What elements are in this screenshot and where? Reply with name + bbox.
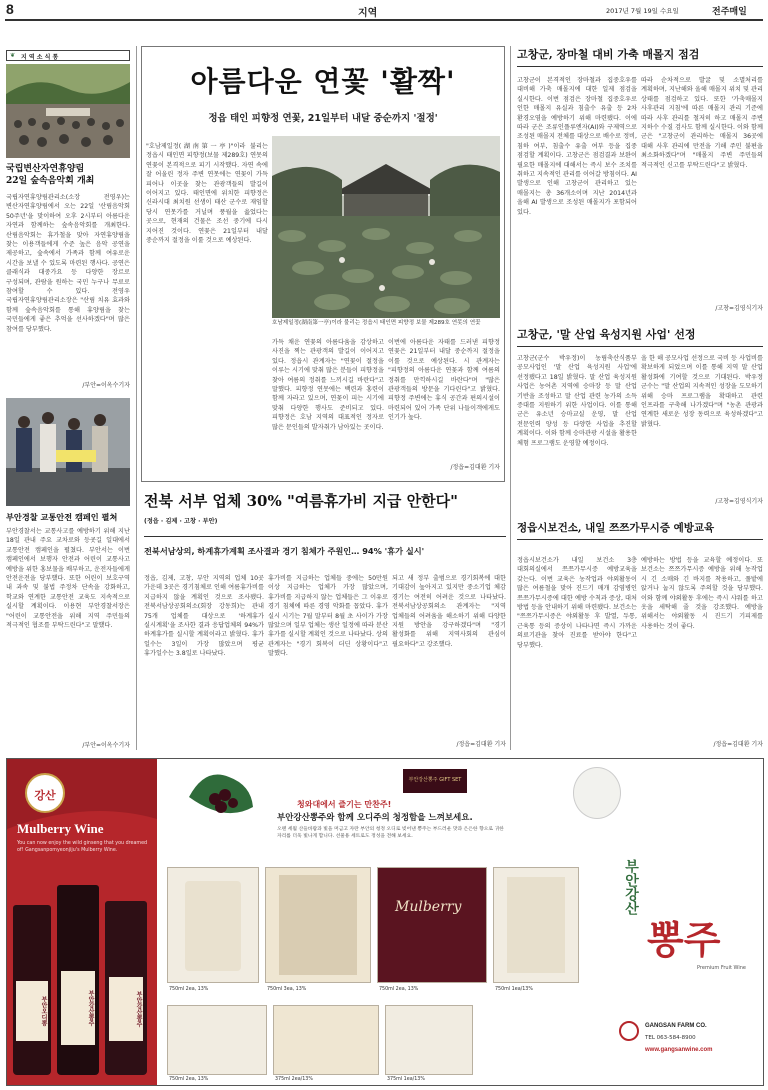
paper-name: 전주매일: [712, 7, 747, 17]
giftset-box-7: [385, 1005, 473, 1075]
vacation-col2: 휴가비를 지급하는 업체들 중에는 50만원 이상 지급하는 업체가 가장 많았으며, 휴가비를 지급하지 않는 업체들은 그 이유로 경기 침체에 따른 경영 악화를 꼽았다. 휴가 실시 시기는 7월 말부터 8월 초 사이가 가장 많았으며 일부 업체는 생산 일정에 따라 분산 휴가를 실시할 계획인 것으로 나타났다. 상의 관계자는 "경기 회복이 더딘 상황이다"고 말했다.: [268, 575, 388, 658]
right-story3-col2: 예방하는 방법 등을 교육할 예정이다. 또 보건소는 쯔쯔가무시증 예방을 위해 농작업 시 긴 소매와 긴 바지를 착용하고, 풀밭에 앉거나 눕지 않도록 주의할 것을 당부했다. 이와 함께 야외활동 후에는 즉시 샤워를 하고 옷을 세탁해 줄 것을 강조했다. 예방을 위해서는 야외활동 시 진드기 기피제를 사용하는 것이 좋다.: [641, 557, 763, 630]
right-story2-title: 고창군, '말 산업 육성지원 사업' 선정: [517, 328, 696, 341]
giftset-box-1-bottles: [185, 881, 241, 971]
giftset-spec-7: 375ml 1ea/13%: [387, 1077, 425, 1082]
bottle-label-2: 부안강산뽕주: [61, 971, 95, 1045]
vacation-rule: [144, 536, 506, 537]
giftset-spec-2: 750ml 3ea, 13%: [267, 987, 307, 992]
company-url[interactable]: www.gangsanwine.com: [645, 1047, 713, 1053]
issue-date: 2017년 7월 19일 수요일: [606, 7, 679, 15]
right-story3-rule: [517, 539, 763, 540]
giftset-spec-3: 750ml 2ea, 13%: [379, 987, 419, 992]
ad-brand-en: Mulberry Wine: [17, 821, 104, 836]
crowd-image: [6, 64, 130, 158]
page-number: 8: [6, 1, 14, 17]
vacation-byline: /정읍=김대환 기자: [456, 741, 506, 748]
giftset-spec-1: 750ml 2ea, 13%: [169, 987, 209, 992]
story1-title-line1: 국립변산자연휴양림: [6, 164, 85, 174]
vacation-col1: 정읍, 김제, 고창, 부안 지역의 업체 10곳 가운데 3곳은 경기침체로 인해 여름휴가비를 지급하지 않을 계획인 것으로 조사됐다. 전북서남상공회의소(회장 강동희)는 관내 75개 업체를 대상으로 '하계휴가 실시계획'을 조사한 결과 응답업체의 94%가 하계휴가를 실시할 계획이라고 밝혔다. 휴가 일수는 3일이 가장 많았으며 평균 휴가일수는 3.8일로 나타났다.: [144, 575, 264, 658]
bottle-label-1: 부안오디뽕: [16, 981, 48, 1041]
right-story2-rule: [517, 346, 763, 347]
lotus-pond-image: [272, 136, 500, 318]
company-name: GANGSAN FARM CO.: [645, 1023, 707, 1029]
lotus-col1: "호남제일정(湖南第一亭)"이라 불리는 정읍시 태인면 피향정(보물 제289호) 연못의 연꽃이 본격적으로 피기 시작했다. 자연 속에 잘 어울린 정자 주변 연못에는 연꽃이 가득 피어나 이곳을 찾는 관광객들의 발길이 이어지고 있다. 태인면에 위치한 피향정은 신라시대 최치원 선생이 태산 군수로 재임할 당시 연못가를 거닐며 풍월을 읊었다는 곳으로, 현재의 건물은 조선 중기에 다시 지어진 것이다. 연꽃은 21일부터 내달 중순까지 절정을 이룰 것으로 예상된다.: [146, 143, 268, 245]
product-name: 뽕주: [647, 917, 721, 962]
campaign-image: [6, 398, 130, 506]
story1-byline: /부안=이옥수기자: [82, 382, 130, 389]
giftset-spec-6: 375ml 2ea/13%: [275, 1077, 313, 1082]
product-name-prefix: 부안강산: [623, 859, 639, 915]
mulberry-script-label: Mulberry: [395, 899, 462, 915]
giftset-spec-5: 750ml 2ea, 13%: [169, 1077, 209, 1082]
company-phone: TEL 063-584-8900: [645, 1035, 696, 1041]
ad-tagline-1: 청와대에서 즐기는 만찬주!: [297, 800, 392, 809]
story2-body: 부안경찰서는 교통사고를 예방하기 위해 지난 18일 관내 주요 교차로와 등굣길 일대에서 교통안전 캠페인을 펼쳤다. 부안서는 이번 캠페인에서 보행자 안전과 어린이 교통사고 예방을 위한 홍보물을 배부하고, 운전자들에게 안전운전을 당부했다. 또한 어린이 보호구역 내 과속 및 불법 주정차 단속을 강화하고, 학교와 연계한 교통안전 교육도 지속적으로 실시할 계획이다. 이용현 부안경찰서장은 "어린이 교통안전을 위해 지역 주민들의 적극적인 협조를 부탁드린다"고 말했다.: [6, 528, 130, 630]
fruit-wine-label: Premium Fruit Wine: [697, 965, 746, 971]
ad-brand-sub: You can now enjoy the wild ginseng that you dreamed of! Gangsanpomyeonjiju's Mulberry Wine.: [17, 841, 148, 853]
ad-fruit-image: [185, 767, 257, 823]
right-story3-title: 정읍시보건소, 내일 쯔쯔가무시증 예방교육: [517, 522, 715, 534]
story1-body: 국립자연휴양림관리소(소장 전영우)는 변산자연휴양림에서 오는 22일 '산림음악회 50주년'을 맞이하여 오후 2시부터 아름다운 자연과 함께하는 숲속음악회를 개최한다. 산림음악회는 휴가철을 맞아 자연휴양림을 찾는 이용객들에게 수준 높은 음악 공연을 제공하고, 숲속에서 가족과 함께 여유로운 시간을 보낼 수 있도록 마련된 행사다. 공연은 클래식과 대중가요 등 다양한 장르로 구성되며, 관람을 원하는 국민 누구나 무료로 참여할 수 있다. 전영우 국립자연휴양림관리소장은 "산림 치유 효과와 함께 숲속음악회를 통해 휴양림을 찾는 국민들에게 좋은 추억을 선사하겠다"며 많은 참여를 당부했다.: [6, 194, 130, 333]
leaf-icon: ❦: [10, 52, 16, 59]
giftset-box-6: [273, 1005, 379, 1075]
section-tag-label: 지 역 소 식 통: [21, 54, 59, 61]
right-story2-col2: 올 한 해 공모사업 선정으로 국비 등 사업비를 확보하게 되었으며 이를 통해 지역 말 산업 활성화에 기여할 것으로 기대된다. 박우정 군수는 "말 산업의 지속적인 성장을 도모하기 위해 승마 프로그램을 확대하고 관련 인프라를 구축해 나가겠다"며 "농촌 관광과 연계한 새로운 성장 동력으로 육성하겠다"고 밝혔다.: [641, 355, 763, 428]
ad-banner: [6, 758, 764, 1086]
story2-title: 부안경찰 교통안전 캠페인 펼쳐: [6, 512, 118, 522]
giftset-box-3: [377, 867, 487, 983]
right-story1-title: 고창군, 장마철 대비 가축 매몰지 점검: [517, 48, 700, 61]
lotus-col3: 이번에 아름다운 자태를 드러낸 피향정 연꽃은 21일부터 내달 중순까지 절정을 이룰 것으로 예상된다. 시 관계자는 "피향정의 아름다운 연꽃과 함께 여름의 정취를 만끽하시길 바란다"며 "많은 관광객들의 방문을 기다린다"고 밝혔다. 피향정 주변에는 휴식 공간과 편의시설이 마련되어 있어 가족 단위 나들이객에게도 인기가 높다.: [388, 339, 500, 422]
lotus-byline: /정읍=김대환 기자: [450, 464, 500, 471]
right-story2-col1: 고창군(군수 박우정)이 농림축산식품부 공모사업인 '말 산업 육성지원 사업'에 선정됐다고 18일 밝혔다. 말 산업 육성지원 사업은 농어촌 지역에 승마장 등 말 산업 기반을 조성하고 말 산업 관련 농가의 소득 증대를 지원하기 위한 사업이다. 이를 통해 군은 유소년 승마교실 운영, 말 산업 전문인력 양성 등 다양한 사업을 추진할 계획이다. 이와 함께 승마관광 시설을 활용한 체험 프로그램도 운영할 예정이다.: [517, 355, 637, 447]
ad-logo-text: 강산: [34, 789, 56, 802]
right-story1-col2: 따라 순차적으로 발굴 및 소멸처리를 계획하며, 지난해와 올해 매몰지 위치 및 관리 상태를 점검하고 있다. 또한 '가축매몰지 사후관리 지침'에 따른 매몰지 관리 기준에 따라 사후 관리를 철저히 하고 매몰지 주변 지하수 수질 검사도 함께 실시한다. 이와 함께 군은 "고창군이 관리하는 매몰지 36곳에 대해 사후 관리에 만전을 기해 주민 불편을 최소화하겠다"며 "매몰지 주변 주민들의 적극적인 신고를 부탁드린다"고 밝혔다.: [641, 77, 763, 169]
vacation-title: 전북 서부 업체 30% "여름휴가비 지급 안한다": [144, 492, 458, 510]
ad-body: 오랜 세월 산들바람과 빛을 머금고 자란 부안의 청정 오디로 빚어낸 뽕주는 부드러운 맛과 은은한 향으로 귀한 자리를 더욱 빛나게 합니다. 선물용 세트로도 정성을 전해 보세요.: [277, 827, 504, 839]
vacation-title-note: (정읍 · 김제 · 고창 · 부안): [144, 518, 218, 525]
giftset-box-5: [167, 1005, 267, 1075]
ad-giftset-badge: 부안강산뽕주 GIFT SET: [403, 769, 467, 793]
section-name: 지역: [358, 8, 378, 19]
lotus-subtitle: 정읍 태인 피향정 연꽃, 21일부터 내달 중순까지 '절정': [208, 113, 438, 124]
giftset-spec-4: 750ml 1ea/13%: [495, 987, 533, 992]
giftset-box-2-bottles: [279, 875, 357, 975]
story1-title-line2: 22일 숲속음악회 개최: [6, 176, 95, 186]
lotus-caption: 호남제일정(湖南第一亭)이라 불리는 정읍시 태인면 피향정 보물 제289호 연못의 연꽃: [272, 320, 481, 326]
ad-logo: [25, 773, 65, 813]
masthead: [0, 0, 768, 20]
mulberry-fruit-icon: [185, 767, 257, 823]
story2-byline: /부안=이옥수기자: [82, 742, 130, 749]
bottle-group: [7, 871, 157, 1085]
vacation-subtitle: 전북서남상의, 하계휴가계획 조사결과 경기 침체가 주원인… 94% '휴가 실시': [144, 546, 425, 556]
vacation-col3: 되고 새 정부 출범으로 경기회복에 대한 기대감이 높아지고 있지만 중소기업 체감 경기는 여전히 어려운 것으로 나타났다. 전북서남상공회의소 관계자는 "지역 업체들의 어려움을 해소하기 위해 다양한 지원 방안을 강구하겠다"며 "경기 활성화를 위해 지역사회의 관심이 필요하다"고 강조했다.: [392, 575, 506, 648]
right-story3-byline: /정읍=김대환 기자: [713, 741, 763, 748]
lotus-title: 아름다운 연꽃 '활짝': [190, 65, 456, 98]
story1-title: [6, 163, 130, 187]
giftset-box-4-bottles: [507, 877, 565, 973]
bottle-label-3: 부안강산뽕주: [109, 977, 143, 1041]
masthead-rule: [5, 19, 763, 21]
lotus-photo: [272, 136, 500, 318]
right-story3-col1: 정읍시보건소가 내일 보건소 3층 대회의실에서 쯔쯔가무시증 예방교육을 갖는다. 이번 교육은 농작업과 야외활동이 많은 여름철을 맞아 진드기 매개 감염병인 쯔쯔가무시증에 대한 예방 수칙과 증상, 대처 방법 등을 안내하기 위해 마련됐다. 보건소는 "쯔쯔가무시증은 야외활동 후 발열, 두통, 근육통 등의 증상이 나타나면 즉시 가까운 의료기관을 찾아 진료를 받아야 한다"고 당부했다.: [517, 557, 637, 649]
ad-tagline-2: 부안강산뽕주와 함께 오디주의 청정함을 느껴보세요.: [277, 813, 473, 823]
right-story2-byline: /고창=김영식기자: [715, 498, 763, 505]
section-tag: [6, 50, 130, 61]
grape-leaf-icon: [7, 759, 157, 879]
right-story1-col1: 고창군이 본격적인 장마철과 집중호우를 대비해 가축 매몰지에 대한 일제 점검을 실시한다. 이번 점검은 장마철 집중호우로 인한 매몰지 유실과 침출수 유출 등 2차 환경오염을 예방하기 위해 마련됐다. 이에 따라 군은 조류인플루엔자(AI)와 구제역으로 조성된 매몰지 전체를 대상으로 배수로 정비, 침하 여부, 침출수 유출 여부 등을 집중 점검할 계획이다. 고창군은 점검결과 보완이 필요한 매몰지에 대해서는 즉시 보수 조치를 취하고 지속적인 관리를 이어갈 방침이다. AI 발생으로 인해 고창군이 관리하고 있는 매몰지는 총 36개소이며 지난 2014년과 올해 AI 발생으로 조성된 매몰지가 포함되어 있다.: [517, 77, 637, 216]
right-story1-byline: /고창=김영식기자: [715, 305, 763, 312]
lotus-col2: 가득 채운 연꽃의 아름다움을 감상하고 사진을 찍는 관광객의 발길이 이어지고 있다. 정읍시 관계자는 "연꽃이 절정을 이루는 시기에 맞춰 많은 분들이 피향정을 찾아 여름의 정취를 느끼시길 바란다"고 말했다. 피향정 연못에는 백련과 홍련이 함께 자라고 있으며, 연꽃이 피는 시기에 맞춰 다양한 행사도 준비되고 있다. 피향정은 호남 지역의 대표적인 정자로 많은 문인들의 발자취가 남아있는 곳이다.: [272, 339, 384, 431]
ad-brand-panel: [7, 759, 157, 1085]
right-story1-rule: [517, 66, 763, 67]
ad-mascot-icon: [573, 767, 621, 819]
left-column-divider: [136, 46, 137, 750]
center-right-divider: [510, 46, 511, 750]
story1-photo: [6, 64, 130, 158]
company-logo-icon: [619, 1021, 639, 1041]
story2-photo: [6, 398, 130, 506]
